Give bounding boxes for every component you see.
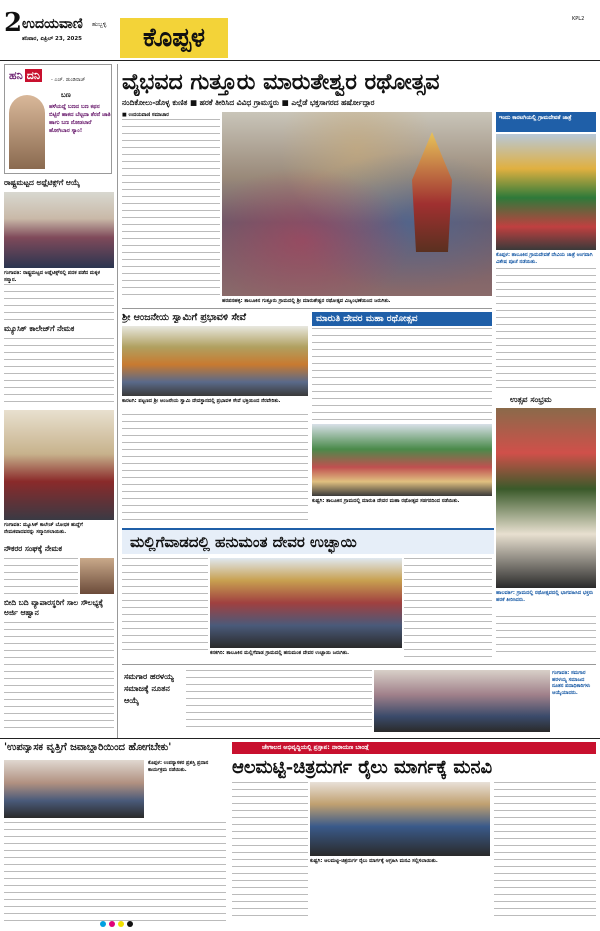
- railway-headline: ಆಲಮಟ್ಟಿ-ಚಿತ್ರದುರ್ಗ ರೈಲು ಮಾರ್ಗಕ್ಕೆ ಮನವಿ: [232, 757, 493, 778]
- anjaneya-headline: ಶ್ರೀ ಆಂಜನೇಯ ಸ್ವಾಮಿಗೆ ಪ್ರಭಾವಳಿ ಸೇವೆ: [122, 312, 246, 323]
- masthead: [0, 0, 600, 62]
- masthead-rule: [0, 60, 600, 61]
- author-portrait: [9, 95, 45, 169]
- main-subhead: ನಂದಿಕೋಲು-ಡೊಳ್ಳ ಕುಣಿತ ■ ಹರಕೆ ತೀರಿಸಿದ ವಿವಿಧ ಗ್ರಾಮಸ್ಥರು ■ ಎಲ್ಲೆಡೆ ಭಕ್ತಸಾಗರದ ಹರ್ಷೋದ್ಗಾರ: [122, 98, 375, 107]
- headline-music: ಮ್ಯೂಸಿಕ್ ಕಾಲೇಜ್‌ಗೆ ನೇಮಕ: [4, 324, 75, 333]
- headline-athletics: ರಾಷ್ಟ್ರಮಟ್ಟದ ಅಥ್ಲೆಟಿಕ್ಸ್‌ಗೆ ಆಯ್ಕೆ: [4, 178, 80, 187]
- main-photo-caption: ಹರಪನಹಳ್ಳಿ: ತಾಲೂಕಿನ ಗುತ್ತೂರು ಗ್ರಾಮದಲ್ಲಿ ಶ್ರೀ ಮಾರುತೇಶ್ವರ ರಥೋತ್ಸವ ವಿಜೃಂಭಣೆಯಿಂದ ಜರುಗಿತು.: [222, 298, 391, 304]
- hanidani-box: [4, 64, 112, 174]
- sidebar-label: [496, 112, 596, 132]
- sidebar-label-text: ಇಂದು ಕಾರಟಗಿಯಲ್ಲಿ ಗ್ರಾಮದೇವತೆ ಜಾತ್ರೆ: [499, 115, 572, 121]
- anjaneya-photo: [122, 326, 308, 396]
- railway-caption: ಕುಷ್ಟಗಿ: ಆಲಮಟ್ಟಿ-ಚಿತ್ರದುರ್ಗ ರೈಲು ಮಾರ್ಗಕ್ಕೆ ಆಗ್ರಹಿಸಿ ಮನವಿ ಸಲ್ಲಿಸಲಾಯಿತು.: [310, 858, 438, 864]
- railway-body-right: [494, 782, 596, 922]
- left-col-divider: [117, 64, 118, 738]
- body-vendors: [4, 622, 114, 732]
- poem-text: ಹಳೆಯದ್ದೆ ಬಣದ ಬಣ ಕಥನ ಬಿಟ್ಟಿರೆ ಹಾಕದ ಬೆಟ್ಟದಾ ತೆರನೆ ಜಾತಿ ಹಾಗು ಬಣ ನೋಡಲಾರೆ ಹೋಗಿಬಾರ ಸ್ಯಾಂ!: [49, 104, 111, 134]
- hanidani-author: - ಎಚ್. ಡುಂಡಿರಾಜ್: [51, 77, 86, 83]
- photo-athletics: [4, 192, 114, 268]
- body-athletics: [4, 284, 114, 320]
- halavarti-caption: ಹಾಲವರ್ತಿ: ಗ್ರಾಮದಲ್ಲಿ ರಥೋತ್ಸವದಲ್ಲಿ ಭಾಗವಹಿಸಿದ ಭಕ್ತರು ಹರಕೆ ತೀರಿಸಿದರು.: [496, 590, 594, 603]
- anjaneya-body: [122, 414, 308, 524]
- samagara-body: [186, 670, 372, 732]
- railway-photo: [310, 782, 490, 856]
- maruti-body: [312, 328, 492, 422]
- paper-name: ಉದಯವಾಣಿ: [22, 16, 83, 32]
- poem-title: ಬಣ: [61, 91, 71, 99]
- utsava-label: ಉತ್ಸವ ಸಂಭ್ರಮ: [510, 394, 552, 404]
- section-box: [120, 18, 228, 58]
- page-number: 2: [4, 8, 23, 38]
- samagara-rule: [122, 664, 596, 665]
- lecturer-caption: ಕೊಪ್ಪಳ: ಉಪನ್ಯಾಸಕರ ಪ್ರಶಸ್ತಿ ಪ್ರದಾನ ಕಾರ್ಯಕ್ರಮ ನಡೆಯಿತು.: [148, 760, 209, 773]
- caption-music: ಗಂಗಾವತಿ: ಮ್ಯೂಸಿಕ್ ಕಾಲೇಜ್ ಬೋಧಕ ಹುದ್ದೆಗೆ ನೇಮಕವಾದವರನ್ನು ಸನ್ಮಾನಿಸಲಾಯಿತು.: [4, 522, 83, 535]
- railway-strip: [232, 742, 596, 754]
- photo-music: [4, 410, 114, 520]
- hanumanta-headline: ಮಲ್ಲಿಗೆವಾಡದಲ್ಲಿ ಹನುಮಂತ ದೇವರ ಉಚ್ಛಾಯಿ: [130, 533, 357, 551]
- maruti-photo: [312, 424, 492, 496]
- headline-union: ನೌಕರರ ಸಂಘಕ್ಕೆ ನೇಮಕ: [4, 544, 62, 553]
- railway-body-left: [232, 782, 308, 922]
- page-code: KPL2: [572, 16, 585, 22]
- photo-union: [80, 558, 114, 594]
- main-body-2: [162, 112, 220, 296]
- main-photo: [222, 112, 492, 296]
- section-title: ಕೊಪ್ಪಳ: [142, 23, 206, 53]
- hanidani-title: [9, 69, 42, 83]
- utsava-photo: [496, 408, 596, 588]
- main-headline: ವೈಭವದ ಗುತ್ತೂರು ಮಾರುತೇಶ್ವರ ರಥೋತ್ಸವ: [122, 69, 440, 95]
- hanumanta-caption: ಕನಕಗಿರಿ: ತಾಲೂಕಿನ ಮಲ್ಲಿಗೆವಾಡ ಗ್ರಾಮದಲ್ಲಿ ಹನುಮಂತ ದೇವರ ಉಚ್ಛಾಯಿ ಜರುಗಿತು.: [210, 650, 350, 656]
- hanumanta-body-2: [404, 558, 492, 658]
- maruti-headline: ಮಾರುತಿ ದೇವರ ಮಹಾ ರಥೋತ್ಸವ: [312, 312, 492, 326]
- sidebar-body: [496, 268, 596, 388]
- body-union: [4, 558, 78, 594]
- railway-strip-text: ಚೇಗಾಲದ ಅಭಿವೃದ್ಧಿಯಲ್ಲಿ ಪ್ರಸ್ತಾಪ: ನಾರಾಯಣ ಬಾಂಡ್ಗೆ: [262, 744, 369, 751]
- edition: ಹುಬ್ಬಳ್ಳಿ: [92, 21, 107, 28]
- hanumanta-band: [122, 528, 494, 554]
- lecturer-headline: 'ಉಪನ್ಯಾಸಕ ವೃತ್ತಿಗೆ ಜವಾಬ್ದಾರಿಯಿಂದ ಹೋಗಬೇಕು': [4, 742, 172, 753]
- sidebar-caption: ಕೊಪ್ಪಳ: ತಾಲೂಕಿನ ಗ್ರಾಮದೇವತೆ ದೇವಿಯ ಜಾತ್ರೆ ಅಂಗವಾಗಿ ವಿಶೇಷ ಪೂಜೆ ನಡೆಯಿತು.: [496, 252, 593, 265]
- sidebar-photo: [496, 134, 596, 250]
- samagara-photo: [374, 670, 550, 732]
- headline-vendors: ಬೀದಿ ಬದಿ ವ್ಯಾಪಾರಸ್ಥರಿಗೆ ಸಾಲ ಸೌಲಭ್ಯಕ್ಕೆ ಅರ್ಜಿ ಆಹ್ವಾನ: [4, 598, 104, 617]
- mid-rule: [122, 308, 492, 309]
- hanidani-title-b: ದನಿ: [26, 69, 40, 82]
- hanidani-title-a: ಹನಿ: [9, 69, 23, 82]
- main-byline: ■ ಉದಯವಾಣಿ ಸಮಾಚಾರ: [122, 112, 169, 118]
- maruti-caption: ಕುಷ್ಟಗಿ: ತಾಲೂಕಿನ ಗ್ರಾಮದಲ್ಲಿ ಮಾರುತಿ ದೇವರ ಮಹಾ ರಥೋತ್ಸವ ಸಡಗರದಿಂದ ನಡೆಯಿತು.: [312, 498, 460, 504]
- registration-marks: [100, 912, 180, 920]
- samagara-headline: ಸಮಗಾರ ಹರಳಯ್ಯ ಸಮಾಜಕ್ಕೆ ನೂತನ ಆಯ್ಕೆ: [124, 671, 174, 705]
- halavarti-body: [496, 616, 596, 656]
- chariot-shape: [412, 132, 452, 252]
- body-music: [4, 338, 114, 408]
- date-line: ಶನಿವಾರ, ಏಪ್ರಿಲ್ 23, 2025: [22, 36, 82, 42]
- anjaneya-caption: ಕಾರಟಗಿ: ಪಟ್ಟಣದ ಶ್ರೀ ಆಂಜನೇಯ ಸ್ವಾಮಿ ದೇವಸ್ಥಾನದಲ್ಲಿ ಪ್ರಭಾವಳಿ ಸೇವೆ ಭಕ್ತಿಯಿಂದ ನೆರವೇರಿತು.: [122, 398, 281, 404]
- hanumanta-photo: [210, 558, 402, 648]
- caption-athletics: ಗಂಗಾವತಿ: ರಾಷ್ಟ್ರಮಟ್ಟದ ಅಥ್ಲೆಟಿಕ್ಸ್‌ನಲ್ಲಿ ಪದಕ ಪಡೆದ ಮಕ್ಕಳ ಸನ್ಮಾನ.: [4, 270, 101, 283]
- bottom-rule: [0, 738, 600, 739]
- lecturer-body: [4, 822, 226, 922]
- samagara-side-text: ಗಂಗಾವತಿ: ಸಮಗಾರ ಹರಳಯ್ಯ ಸಮಾಜದ ನೂತನ ಪದಾಧಿಕಾರಿಗಳು ಆಯ್ಕೆಯಾದರು.: [552, 670, 591, 696]
- hanumanta-body: [122, 558, 208, 654]
- lecturer-photo: [4, 760, 144, 818]
